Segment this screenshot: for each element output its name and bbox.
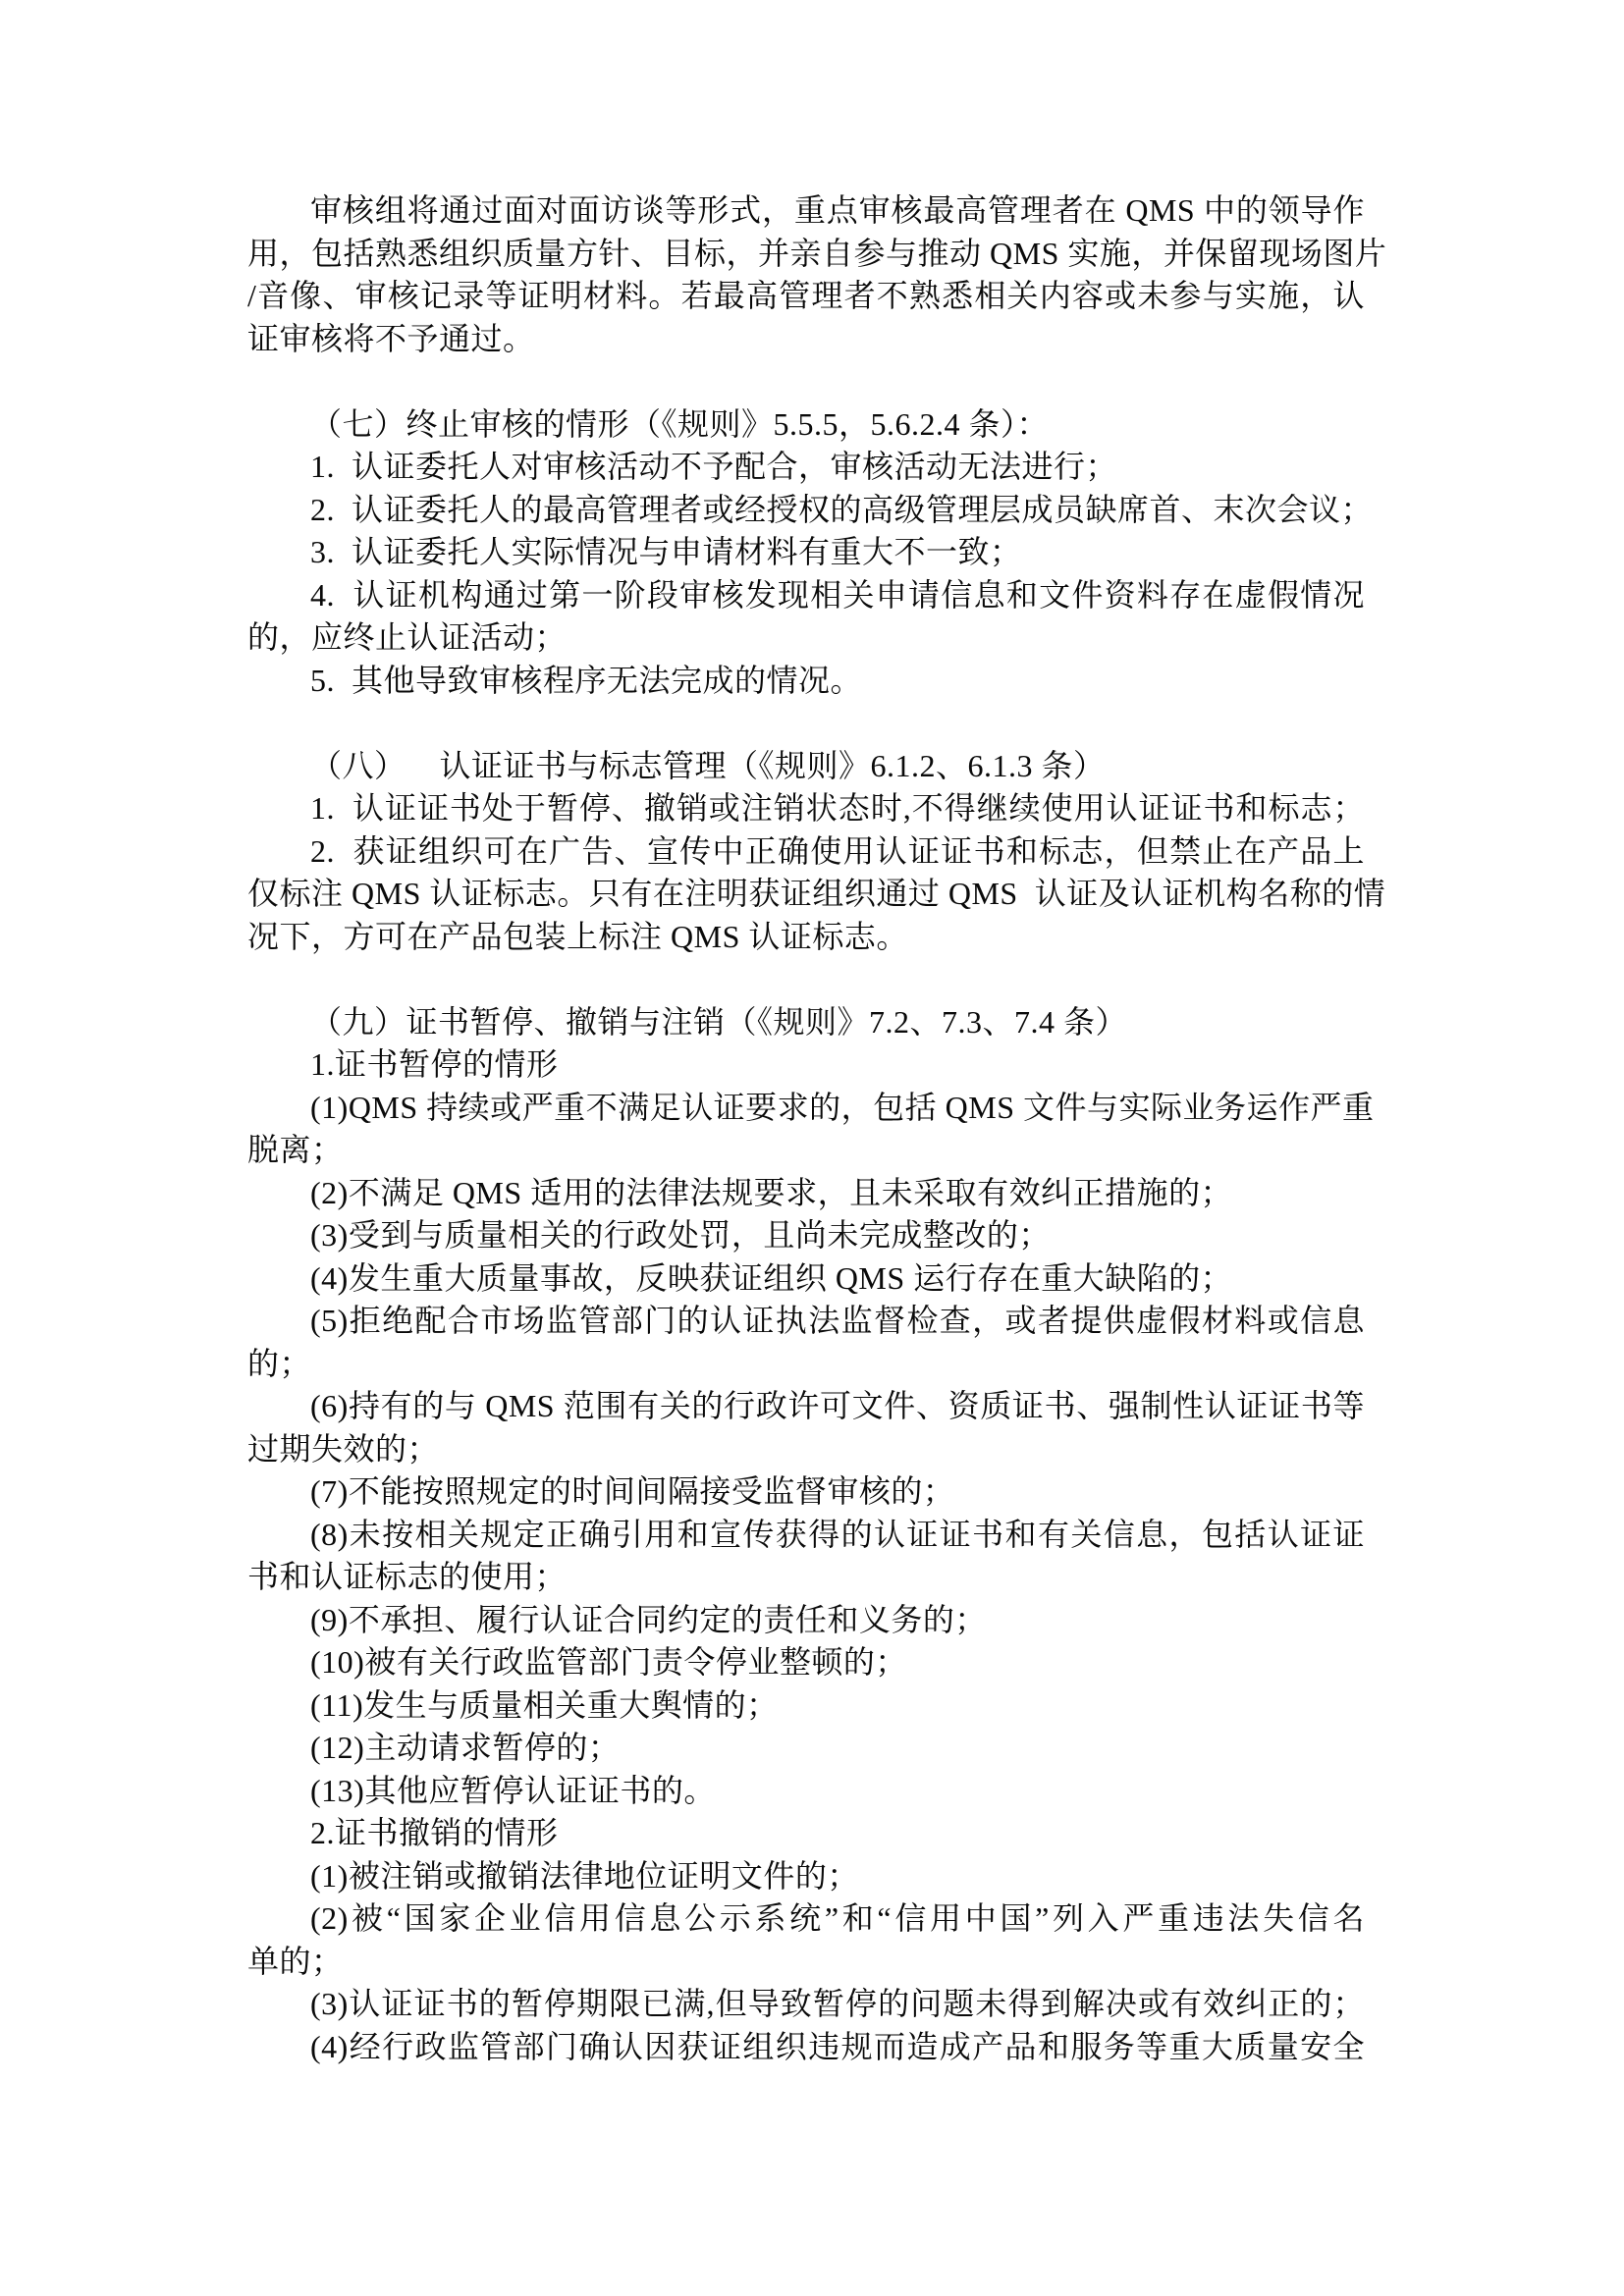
- text-line: 脱离；: [247, 1132, 344, 1167]
- text-line: (4)经行政监管部门确认因获证组织违规而造成产品和服务等重大质量安全: [310, 2028, 1365, 2064]
- text-line: 书和认证标志的使用；: [247, 1559, 568, 1594]
- text-line: (13)其他应暂停认证证书的。: [310, 1772, 716, 1808]
- text-line: (1)被注销或撤销法律地位证明文件的；: [310, 1857, 859, 1894]
- text-line: 的，应终止认证活动；: [247, 619, 568, 655]
- text-line: (7)不能按照规定的时间间隔接受监督审核的；: [310, 1473, 955, 1509]
- text-line: (1)QMS 持续或严重不满足认证要求的，包括 QMS 文件与实际业务运作严重: [310, 1089, 1375, 1125]
- text-line: 2. 获证组织可在广告、宣传中正确使用认证证书和标志，但禁止在产品上: [310, 832, 1365, 869]
- text-line: 4. 认证机构通过第一阶段审核发现相关申请信息和文件资料存在虚假情况: [310, 576, 1365, 613]
- text-line: （七）终止审核的情形（《规则》5.5.5，5.6.2.4 条）：: [310, 405, 1050, 442]
- document-text-block: [247, 189, 1387, 2068]
- text-line: (2)不满足 QMS 适用的法律法规要求，且未采取有效纠正措施的；: [310, 1174, 1233, 1210]
- text-line: 证审核将不予通过。: [247, 320, 535, 356]
- text-line: 的；: [247, 1345, 312, 1381]
- text-line: (3)受到与质量相关的行政处罚，且尚未完成整改的；: [310, 1217, 1051, 1253]
- text-line: 仅标注 QMS 认证标志。只有在注明获证组织通过 QMS 认证及认证机构名称的情: [247, 876, 1386, 911]
- text-line: 1. 认证证书处于暂停、撤销或注销状态时,不得继续使用认证证书和标志；: [310, 790, 1365, 826]
- blank-line: [247, 702, 1365, 745]
- text-line: 1. 认证委托人对审核活动不予配合，审核活动无法进行；: [310, 449, 1118, 484]
- text-line: 过期失效的；: [247, 1430, 440, 1467]
- text-line: 况下，方可在产品包装上标注 QMS 认证标志。: [247, 918, 908, 954]
- text-line: 1.证书暂停的情形: [310, 1046, 559, 1082]
- text-line: (12)主动请求暂停的；: [310, 1730, 621, 1765]
- text-line: (6)持有的与 QMS 范围有关的行政许可文件、资质证书、强制性认证证书等: [310, 1388, 1365, 1423]
- text-line: 审核组将通过面对面访谈等形式，重点审核最高管理者在 QMS 中的领导作: [310, 192, 1365, 228]
- text-line: 用，包括熟悉组织质量方针、目标，并亲自参与推动 QMS 实施，并保留现场图片: [247, 235, 1387, 271]
- text-line: （九）证书暂停、撤销与注销（《规则》7.2、7.3、7.4 条）: [310, 1003, 1128, 1040]
- text-line: (4)发生重大质量事故，反映获证组织 QMS 运行存在重大缺陷的；: [310, 1259, 1233, 1296]
- text-line: (5)拒绝配合市场监管部门的认证执法监督检查，或者提供虚假材料或信息: [310, 1303, 1365, 1338]
- text-line: 3. 认证委托人实际情况与申请材料有重大不一致；: [310, 534, 1022, 569]
- text-line: (10)被有关行政监管部门责令停业整顿的；: [310, 1644, 907, 1680]
- text-line: /音像、审核记录等证明材料。若最高管理者不熟悉相关内容或未参与实施，认: [247, 278, 1365, 313]
- text-line: (2)被“国家企业信用信息公示系统”和“信用中国”列入严重违法失信名: [310, 1900, 1365, 1936]
- text-line: (8)未按相关规定正确引用和宣传获得的认证证书和有关信息，包括认证证: [310, 1516, 1365, 1552]
- text-line: (3)认证证书的暂停期限已满,但导致暂停的问题未得到解决或有效纠正的；: [310, 1986, 1365, 2021]
- text-line: 单的；: [247, 1943, 344, 1979]
- text-line: (11)发生与质量相关重大舆情的；: [310, 1686, 779, 1723]
- text-line: (9)不承担、履行认证合同约定的责任和义务的；: [310, 1601, 987, 1637]
- text-line: 2.证书撤销的情形: [310, 1815, 559, 1850]
- blank-line: [247, 958, 1365, 1001]
- text-line: 5. 其他导致审核程序无法完成的情况。: [310, 662, 863, 698]
- text-line: 2. 认证委托人的最高管理者或经授权的高级管理层成员缺席首、末次会议；: [310, 491, 1374, 527]
- text-line: （八） 认证证书与标志管理（《规则》6.1.2、6.1.3 条）: [310, 747, 1106, 783]
- blank-line: [247, 360, 1365, 403]
